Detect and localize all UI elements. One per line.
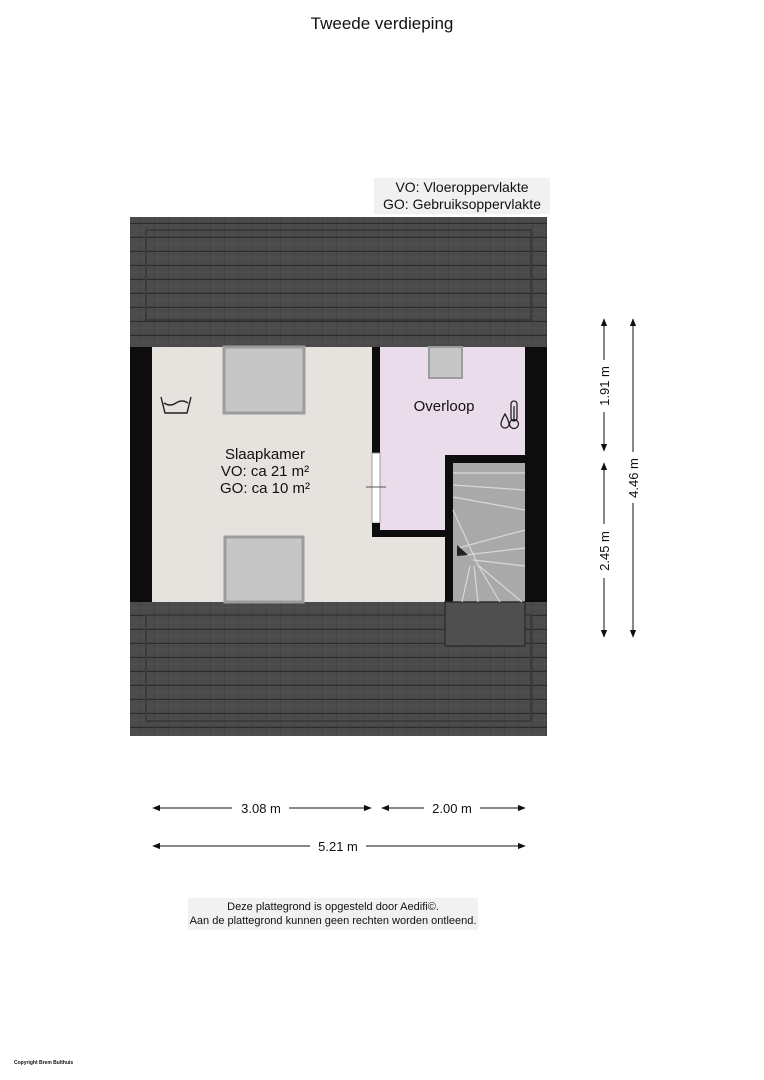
overloop-label — [404, 398, 484, 415]
room-name: Slaapkamer — [224, 446, 306, 463]
room-go: GO: ca 10 m² — [219, 480, 311, 497]
room-vo: VO: ca 21 m² — [220, 463, 310, 480]
wall-stair-top — [445, 455, 525, 463]
disclaimer-line-1: Deze plattegrond is opgesteld door Aedifi©. — [227, 901, 439, 913]
wall-interior-bottom — [372, 530, 453, 537]
room-name: Overloop — [413, 398, 475, 415]
legend-vo: VO: Vloeroppervlakte — [395, 179, 529, 195]
wall-stair-left — [445, 455, 453, 602]
skylight-landing — [429, 347, 462, 378]
skylight-bottom-bedroom — [225, 537, 303, 602]
copyright: Copyright Brem Bulthuis — [14, 1060, 74, 1066]
dim-width-right: 2.00 m — [432, 801, 472, 816]
dim-height-top: 1.91 m — [597, 366, 612, 406]
wall-right — [525, 347, 547, 602]
door-opening — [372, 453, 380, 523]
dim-width-total: 5.21 m — [318, 839, 358, 854]
dim-height-total: 4.46 m — [626, 458, 641, 498]
disclaimer — [188, 898, 478, 930]
skylight-top-bedroom — [224, 347, 304, 413]
staircase-icon — [445, 463, 525, 646]
wall-left — [130, 347, 152, 602]
dim-width-left: 3.08 m — [241, 801, 281, 816]
legend-go: GO: Gebruiksoppervlakte — [383, 196, 541, 212]
wall-interior-vertical — [372, 347, 380, 453]
page-title: Tweede verdieping — [310, 14, 454, 33]
disclaimer-line-2: Aan de plattegrond kunnen geen rechten worden ontleend. — [189, 915, 477, 927]
slaapkamer-label — [205, 446, 325, 497]
dim-height-bottom: 2.45 m — [597, 531, 612, 571]
